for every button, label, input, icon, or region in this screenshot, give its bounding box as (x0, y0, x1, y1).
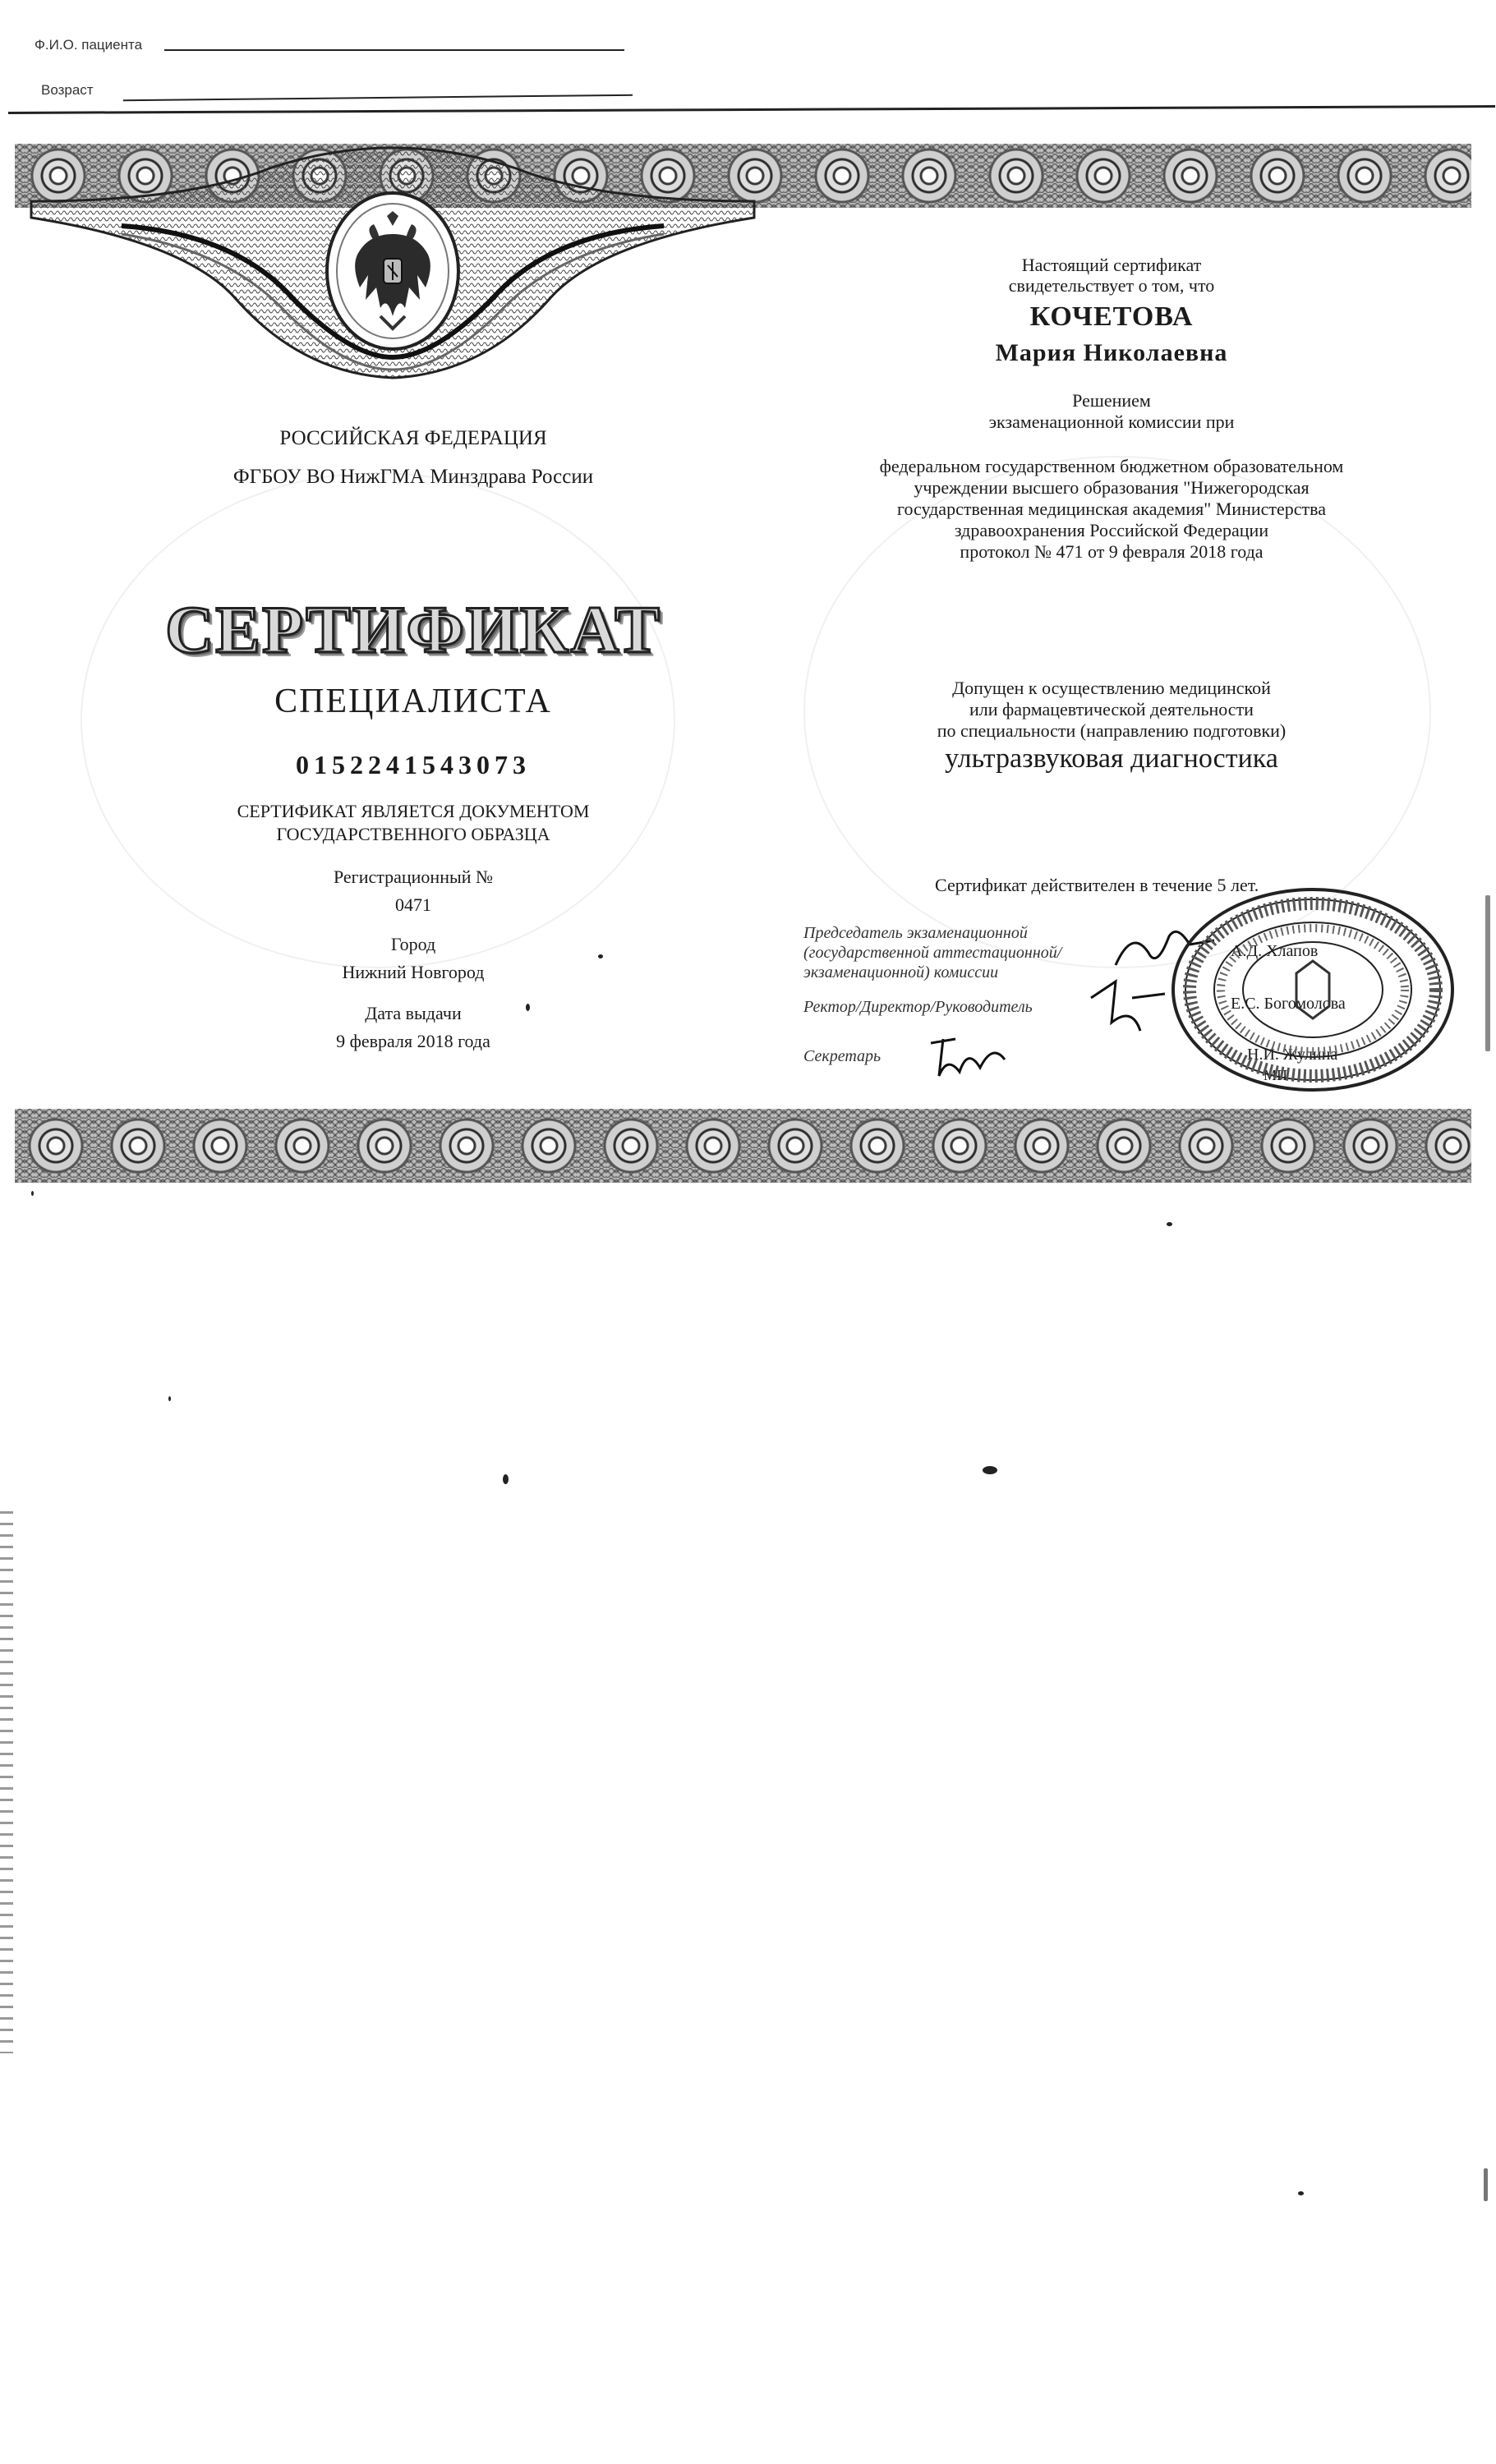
age-label: Возраст (41, 82, 94, 98)
certificate-title: СЕРТИФИКАТ (165, 592, 661, 667)
admission-line-3: по специальности (направлению подготовки) (937, 720, 1287, 741)
institution-short: ФГБОУ ВО НижГМА Минздрава России (232, 466, 594, 488)
secretary-label: Секретарь (803, 1047, 881, 1065)
organization-line-1: федеральном государственном бюджетном образовательном (879, 456, 1344, 476)
scan-edge-mark (1485, 895, 1490, 1051)
secretary-name: Н.И. Жулина (1247, 1046, 1338, 1064)
official-seal (1165, 883, 1461, 1096)
holder-surname: КОЧЕТОВА (1029, 301, 1194, 332)
form-header (0, 0, 1496, 119)
organization-line-4: здравоохранения Российской Федерации (954, 520, 1269, 540)
patient-name-line (164, 49, 624, 51)
issue-date-value: 9 февраля 2018 года (336, 1031, 490, 1051)
organization-line-3: государственная медицинская академия" Министерства (897, 499, 1326, 519)
issue-date-label: Дата выдачи (365, 1003, 462, 1023)
scan-speck (168, 1396, 171, 1401)
scan-speck (983, 1466, 997, 1474)
chair-label-3: экзаменационной) комиссии (803, 963, 999, 981)
country-name: РОССИЙСКАЯ ФЕДЕРАЦИЯ (279, 427, 547, 449)
admission-line-2: или фармацевтической деятельности (969, 699, 1254, 719)
certificate-number: 0152241543073 (296, 750, 531, 779)
registration-number: 0471 (395, 894, 431, 915)
scan-speck (1167, 1222, 1172, 1226)
state-document-note-2: ГОСУДАРСТВЕННОГО ОБРАЗЦА (276, 824, 550, 844)
scan-speck (1298, 2191, 1304, 2195)
secretary-signature (923, 1027, 1021, 1084)
decision-line-2: экзаменационной комиссии при (988, 411, 1235, 432)
intro-line-2: свидетельствует о том, что (1008, 275, 1215, 296)
chair-label-2: (государственной аттестационной/ (803, 944, 1062, 962)
scan-speck (503, 1474, 509, 1484)
certificate (15, 144, 1471, 1203)
scan-speck (598, 954, 603, 958)
admission-line-1: Допущен к осуществлению медицинской (952, 678, 1271, 698)
patient-name-label: Ф.И.О. пациента (35, 37, 143, 53)
scan-edge-mark (1484, 2168, 1488, 2201)
rector-name: Е.С. Богомолова (1231, 995, 1346, 1013)
state-document-note-1: СЕРТИФИКАТ ЯВЛЯЕТСЯ ДОКУМЕНТОМ (237, 801, 590, 821)
paper-edge (8, 105, 1495, 114)
holder-given-names: Мария Николаевна (995, 339, 1228, 366)
decision-line-1: Решением (1072, 390, 1151, 411)
scan-speck (31, 1191, 34, 1196)
russian-eagle-icon (348, 209, 438, 333)
bottom-ornament-band (15, 1109, 1471, 1183)
city-value: Нижний Новгород (342, 962, 485, 982)
certificate-subtitle: СПЕЦИАЛИСТА (274, 683, 552, 720)
scan-left-edge (0, 1511, 13, 2053)
organization-line-2: учреждении высшего образования "Нижегородская (914, 477, 1310, 498)
scan-speck (526, 1004, 530, 1011)
city-label: Город (390, 934, 436, 954)
age-line (123, 94, 633, 101)
validity-statement: Сертификат действителен в течение 5 лет. (935, 875, 1259, 895)
rector-label: Ректор/Директор/Руководитель (803, 998, 1033, 1016)
intro-line-1: Настоящий сертификат (1021, 255, 1202, 275)
registration-label: Регистрационный № (333, 867, 494, 887)
specialty-value: ультразвуковая диагностика (945, 743, 1278, 774)
chair-label-1: Председатель экзаменационной (803, 924, 1028, 942)
chair-name: А.Д. Хлапов (1231, 942, 1319, 960)
seal-mark: МП (1264, 1067, 1288, 1083)
protocol-line: протокол № 471 от 9 февраля 2018 года (960, 541, 1264, 562)
